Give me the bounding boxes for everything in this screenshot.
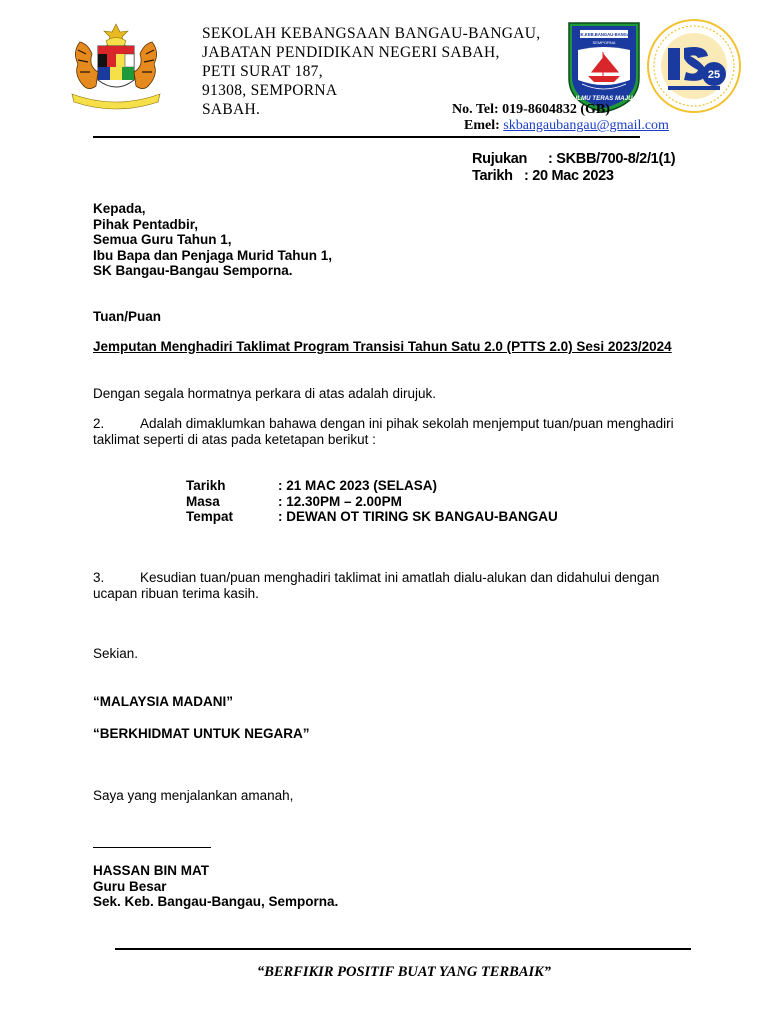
letter-subject: Jemputan Menghadiri Taklimat Program Transisi Tahun Satu 2.0 (PTTS 2.0) Sesi 2023/2024 [93,339,672,354]
detail-label-tarikh: Tarikh [186,478,226,493]
tarikh-label: Tarikh [472,168,513,184]
paragraph-3-line-1: Kesudian tuan/puan menghadiri taklimat ini amatlah dialu-alukan dan didahului dengan [140,570,660,585]
iso-25-badge-logo [646,18,742,114]
signatory-title: Guru Besar [93,878,167,894]
recipient-line: SK Bangau-Bangau Semporna. [93,263,293,278]
signature-line [93,847,211,848]
closing-sekian: Sekian. [93,646,139,661]
recipient-address [93,201,332,279]
reference-block [472,151,675,185]
tarikh-value: : 20 Mac 2023 [524,168,614,184]
rujukan-label: Rujukan [472,151,528,167]
paragraph-2 [93,416,713,447]
recipient-line: Kepada, [93,201,146,216]
jata-negara-crest-logo [66,20,166,110]
recipient-line: Pihak Pentadbir, [93,216,199,232]
logo-top-text: SEK.KEB.BANGAU-BANGAU [575,32,633,37]
signatory-organisation: Sek. Keb. Bangau-Bangau, Semporna. [93,894,339,909]
footer-motto: “BERFIKIR POSITIF BUAT YANG TERBAIK” [256,964,552,980]
po-box-line: PETI SURAT 187, [202,63,323,80]
logo-sub-text: SEMPORNA [592,40,616,45]
postcode-line: 91308, SEMPORNA [202,82,338,99]
paragraph-3 [93,570,713,601]
paragraph-number: 2. [93,416,105,431]
event-details [186,478,558,525]
signatory-name: HASSAN BIN MAT [93,863,209,878]
footer-divider [115,948,691,950]
detail-value-tarikh: : 21 MAC 2023 (SELASA) [278,478,438,493]
detail-label-masa: Masa [186,493,220,509]
email-label: Emel: [464,118,500,133]
iso-badge-number: 25 [707,69,721,81]
school-name-line: SEKOLAH KEBANGSAAN BANGAU-BANGAU, [202,25,541,42]
school-shield-logo [566,20,642,114]
paragraph-2-line-2: taklimat seperti di atas pada ketetapan berikut : [93,431,376,447]
email-link[interactable]: skbangaubangau@gmail.com [503,118,669,133]
telephone-number: No. Tel: 019-8604832 (GB) [452,102,610,117]
opening-paragraph: Dengan segala hormatnya perkara di atas adalah dirujuk. [93,386,436,401]
recipient-line: Ibu Bapa dan Penjaga Murid Tahun 1, [93,247,333,263]
recipient-line: Semua Guru Tahun 1, [93,232,232,247]
signature-block [93,863,338,910]
rujukan-value: : SKBB/700-8/2/1(1) [548,151,676,167]
detail-label-tempat: Tempat [186,509,234,524]
detail-value-masa: : 12.30PM – 2.00PM [278,493,402,509]
detail-value-tempat: : DEWAN OT TIRING SK BANGAU-BANGAU [278,509,558,524]
slogan-malaysia-madani: “MALAYSIA MADANI” [93,694,234,709]
paragraph-3-line-2: ucapan ribuan terima kasih. [93,585,259,601]
header-divider [93,136,640,138]
slogan-berkhidmat: “BERKHIDMAT UNTUK NEGARA” [93,726,310,741]
paragraph-number: 3. [93,570,105,585]
logo-ribbon-text: ILMU TERAS MAJU [575,95,633,102]
signature-intro: Saya yang menjalankan amanah, [93,788,294,803]
paragraph-2-line-1: Adalah dimaklumkan bahawa dengan ini pihak sekolah menjemput tuan/puan menghadiri [140,416,674,431]
email-line [464,118,669,134]
salutation: Tuan/Puan [93,309,162,324]
state-line: SABAH. [202,101,261,118]
department-line: JABATAN PENDIDIKAN NEGERI SABAH, [202,44,500,61]
